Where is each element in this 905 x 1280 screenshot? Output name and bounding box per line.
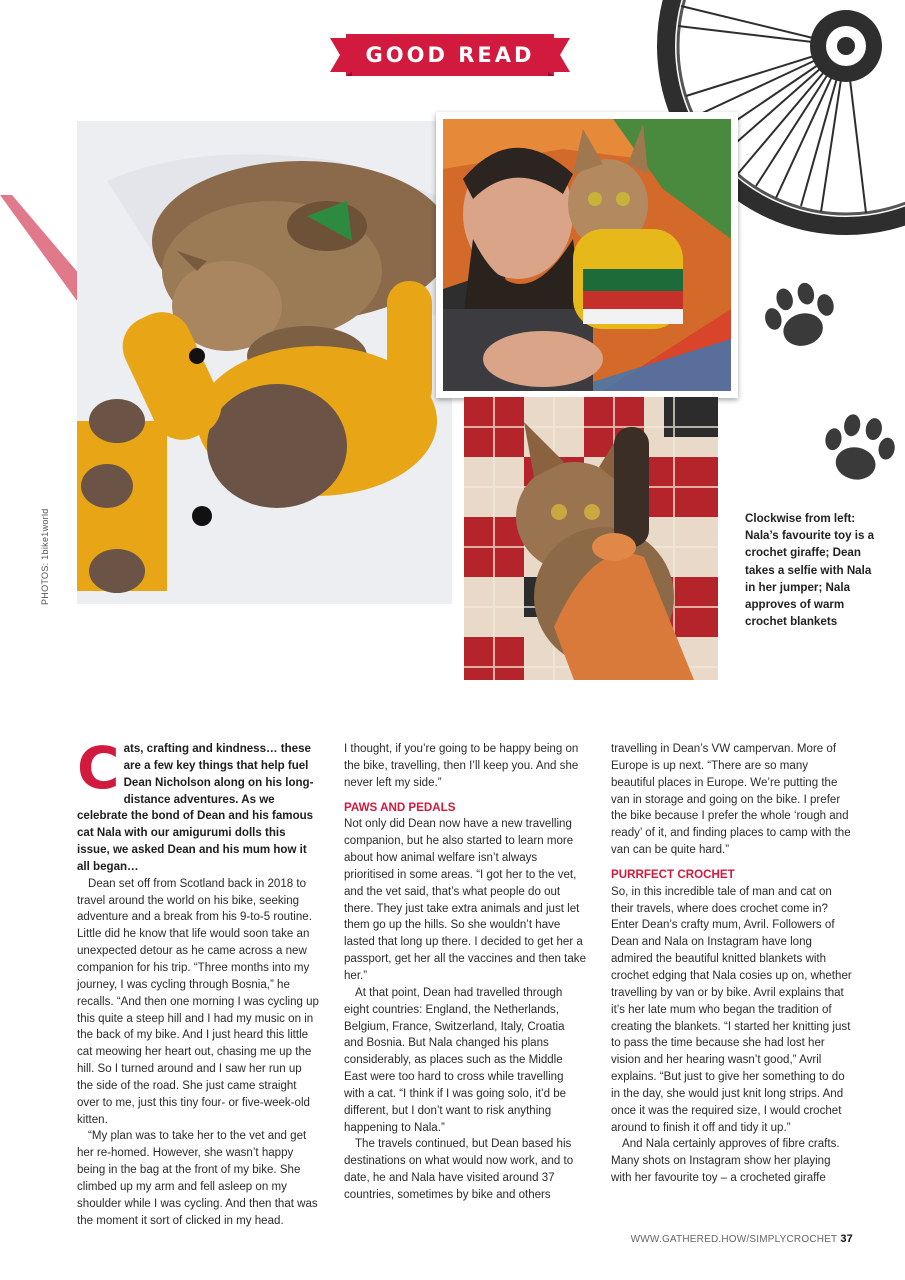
article-paragraph: “My plan was to take her to the vet and get her re-homed. However, she wasn’t happy being in the bag at the front of my bike. She climbed up my arm and fell asleep on my shoulder while I was cycling. And then that was the moment it sort of clicked in my head. <box>77 1130 318 1227</box>
paw-print-icon <box>820 412 900 488</box>
subheading-purrfect-crochet: PURRFECT CROCHET <box>611 867 735 881</box>
article-paragraph: I thought, if you’re going to be happy being on the bike, travelling, then I’ll keep you. And she never left my side.” <box>344 743 579 789</box>
drop-cap: C <box>77 734 120 802</box>
article-paragraph: So, in this incredible tale of man and cat on their travels, where does crochet come in? Enter Dean’s crafty mum, Avril. Followers of Dean and Nala on Instagram have long admired the beautiful knitted blankets with crochet edging that Nala cosies up on, whether travelling by van or by bike. Avril explains that it’s her late mum who began the tradition of creating the blankets. “I started her knitting just to pass the time because she had lost her vision and her hearing wasn’t good,” Avril explains. “But just to give her something to do in the day, she would just knit long strips. And once it was the required size, I would crochet around to finish it off and tidy it up.” <box>611 885 852 1134</box>
article-column-1 <box>77 734 319 1229</box>
photo-credit: PHOTOS: 1bike1world <box>40 508 50 605</box>
article-paragraph: Dean set off from Scotland back in 2018 to travel around the world on his bike, seeking adventure and a break from his 9-to-5 routine. Little did he know that life would soon take an unexpected detour as he came across a new companion for his trip. “Three months into my journey, I was cycling through Bosnia,” he recalls. “And then one morning I was cycling up this quite a steep hill and I had my music on in the back of my bike. And I just heard this little cat meowing her heart out, chasing me up the hill. So I turned around and I saw her run up the side of the road. She just came straight over to me, just this tiny four- or five-week-old kitten. <box>77 877 319 1126</box>
intro-text: ats, crafting and kindness… these are a few key things that help fuel Dean Nicholson along on his long-distance adventures. As we celebrate the bond of Dean and his famous cat Nala with our amigurumi dolls this issue, we asked Dean and his mum how it all began… <box>77 743 314 873</box>
article-intro <box>77 734 319 876</box>
article-paragraph: And Nala certainly approves of fibre crafts. Many shots on Instagram show her playing with her favourite toy – a crocheted giraffe <box>611 1138 840 1185</box>
photo-caption: Clockwise from left: Nala’s favourite toy is a crochet giraffe; Dean takes a selfie with Nala in her jumper; Nala approves of warm crochet blankets <box>745 512 875 629</box>
article-column-3 <box>611 741 853 1187</box>
article-paragraph: Not only did Dean now have a new travelling companion, but he also started to learn more about how animal welfare isn’t always prioritised in some areas. “I got her to the vet, and the vet said, that’s what people do out there. They just take extra animals and just let them go up the hills. So she wouldn’t have lasted that long up there. I decided to get her a passport, get her all the vaccines and then take her.” <box>344 818 586 982</box>
article-paragraph: At that point, Dean had travelled through eight countries: England, the Netherlands, Belgium, France, Switzerland, Italy, Croatia and Bosnia. But Nala changed his plans considerably, as places such as the Middle East were too hard to cross while travelling with a cat. “I think if I was going solo, it’d be different, but I don’t want to risk anything happening to Nala.” <box>344 986 567 1134</box>
page-footer <box>631 1233 853 1245</box>
photo-cat-with-giraffe <box>77 121 452 604</box>
good-read-banner <box>330 32 570 78</box>
article-column-2 <box>344 741 586 1204</box>
article-paragraph: travelling in Dean’s VW campervan. More of Europe is up next. “There are so many beautiful places in Europe. We’re putting the van in storage and going on the bike. I prefer the bike because I prefer the whole ‘rough and ready’ of it, and finding places to camp with the van can be quite hard.” <box>611 743 851 857</box>
subheading-paws-and-pedals: PAWS AND PEDALS <box>344 800 456 814</box>
paw-print-icon <box>760 282 840 354</box>
footer-url[interactable]: WWW.GATHERED.HOW/SIMPLYCROCHET <box>630 1234 838 1245</box>
article-paragraph: The travels continued, but Dean based his destinations on what would now work, and to date, he and Nala have visited around 37 countries, sometimes by bike and others <box>344 1138 574 1201</box>
pink-stripe-decoration <box>0 195 80 305</box>
banner-label: GOOD READ <box>365 43 535 67</box>
page-number: 37 <box>840 1233 853 1245</box>
photo-cat-on-blanket <box>464 397 718 680</box>
photo-dean-selfie <box>436 112 738 398</box>
